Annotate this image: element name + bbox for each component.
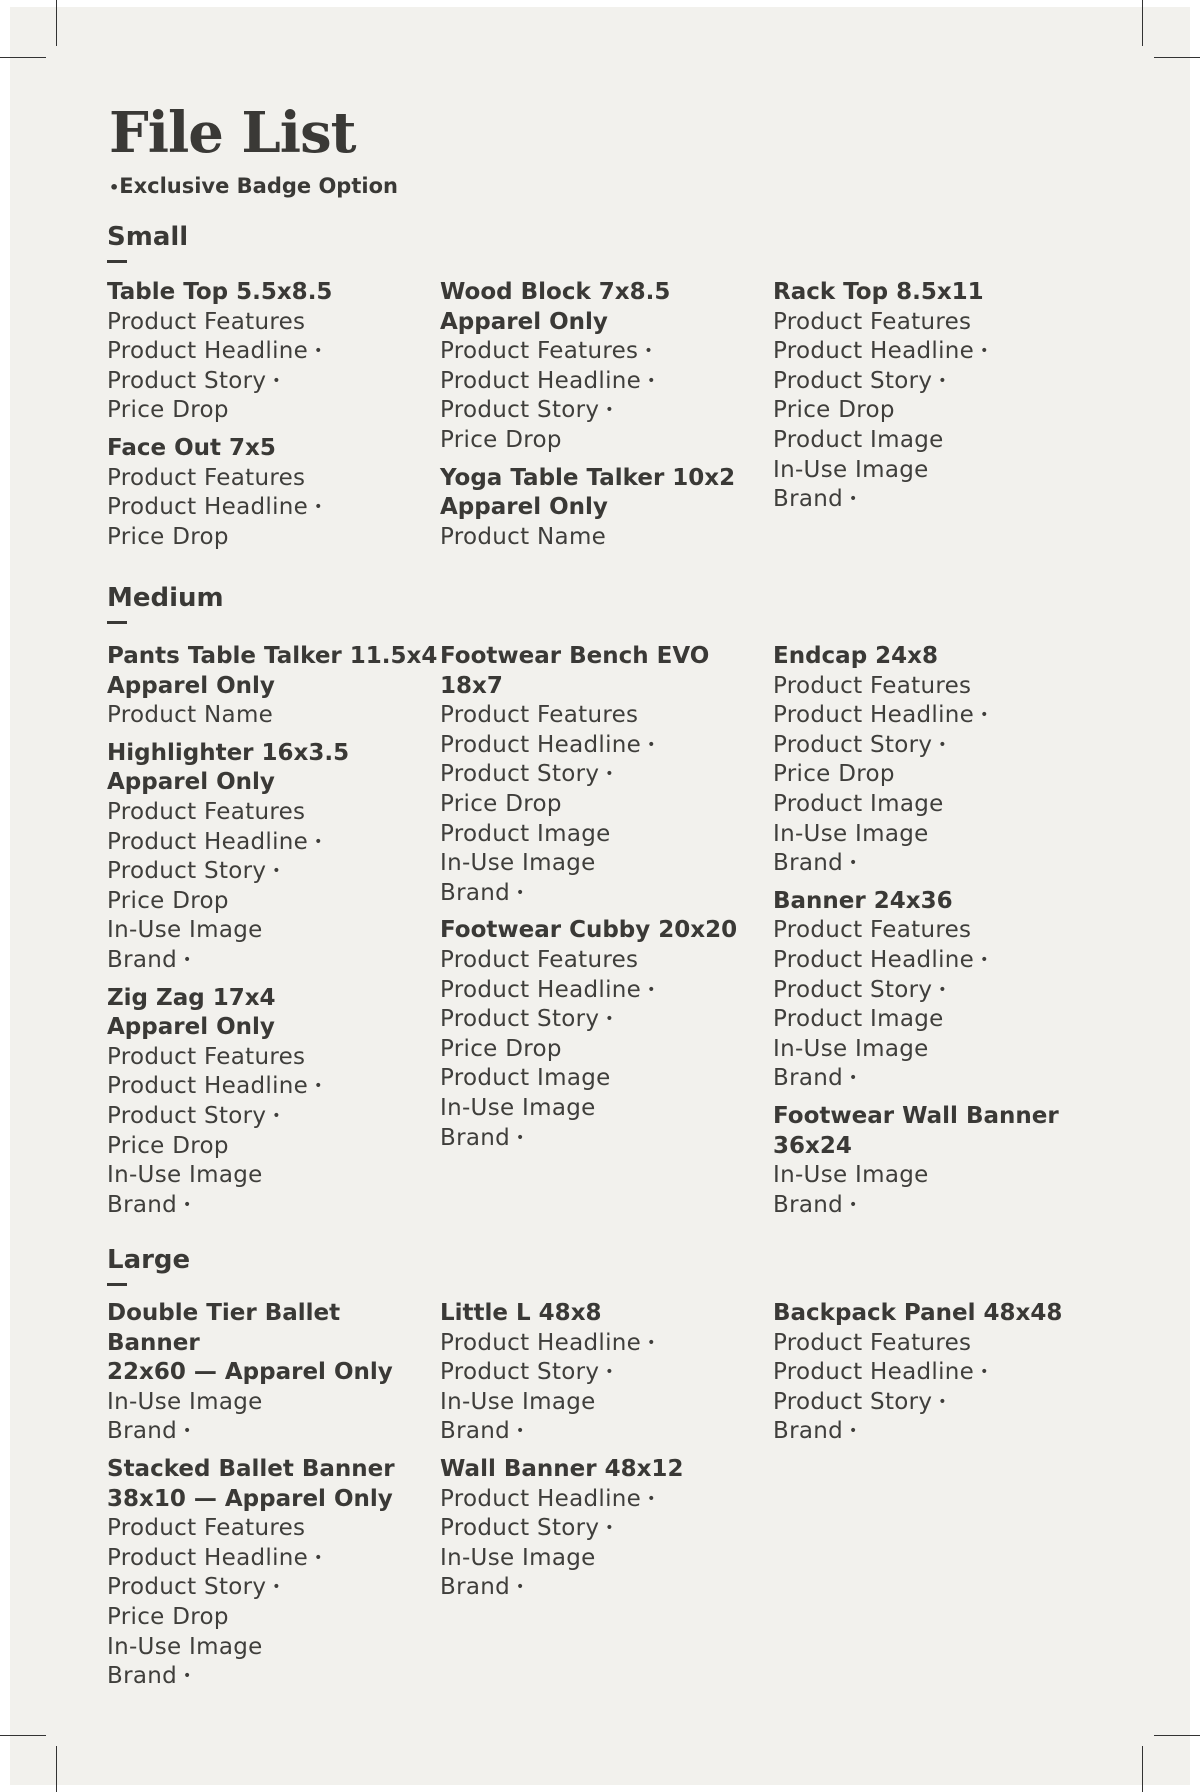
badge-legend-text: Exclusive Badge Option bbox=[119, 174, 398, 198]
group-title: Banner 24x36 bbox=[773, 887, 953, 914]
file-item-label: Product Story bbox=[773, 367, 933, 394]
file-group bbox=[440, 1455, 773, 1603]
section-small-grid bbox=[107, 278, 1107, 560]
file-column bbox=[440, 642, 773, 1228]
section-divider bbox=[107, 1283, 127, 1286]
group-title: Apparel Only bbox=[107, 672, 275, 699]
crop-mark bbox=[1142, 1746, 1143, 1792]
file-item-label: Brand bbox=[440, 1574, 511, 1601]
file-group bbox=[773, 642, 1107, 879]
section-title: Large bbox=[107, 1245, 191, 1275]
file-item bbox=[440, 1514, 773, 1544]
file-item bbox=[773, 1388, 1107, 1418]
exclusive-badge-bullet: • bbox=[314, 499, 323, 516]
file-item bbox=[440, 760, 773, 790]
file-item-label: Price Drop bbox=[440, 790, 562, 817]
section-large-grid bbox=[107, 1299, 1107, 1700]
file-item bbox=[440, 820, 773, 850]
file-item bbox=[773, 1329, 1107, 1359]
file-item-label: Price Drop bbox=[107, 1603, 229, 1630]
file-item bbox=[773, 916, 1107, 946]
file-item bbox=[773, 1358, 1107, 1388]
exclusive-badge-bullet: • bbox=[980, 1364, 989, 1381]
file-item bbox=[107, 1514, 440, 1544]
file-item bbox=[440, 367, 773, 397]
group-title: Rack Top 8.5x11 bbox=[773, 279, 984, 305]
file-item-label: Product Image bbox=[773, 426, 944, 453]
section-header-small bbox=[107, 222, 188, 263]
file-item-label: Product Story bbox=[107, 1574, 267, 1601]
file-group bbox=[440, 278, 773, 456]
file-item-label: Product Headline bbox=[440, 1485, 642, 1512]
file-item bbox=[107, 1191, 440, 1221]
file-item bbox=[440, 946, 773, 976]
exclusive-badge-bullet: • bbox=[516, 1579, 525, 1596]
group-title: Stacked Ballet Banner bbox=[107, 1455, 395, 1482]
file-item-label: Product Headline bbox=[440, 976, 642, 1003]
file-item-label: Brand bbox=[773, 486, 844, 513]
file-item bbox=[773, 1005, 1107, 1035]
file-item-label: Product Image bbox=[440, 1065, 611, 1092]
file-item bbox=[773, 976, 1107, 1006]
file-item-label: Product Story bbox=[440, 761, 600, 788]
file-item-label: In-Use Image bbox=[773, 456, 929, 483]
crop-mark bbox=[56, 0, 57, 46]
crop-mark bbox=[0, 1735, 46, 1736]
file-item-label: Brand bbox=[107, 946, 178, 973]
group-title: 36x24 bbox=[773, 1132, 852, 1159]
file-item-label: In-Use Image bbox=[773, 820, 929, 847]
file-item bbox=[440, 1064, 773, 1094]
exclusive-badge-bullet: • bbox=[647, 981, 656, 998]
file-item-label: Brand bbox=[440, 879, 511, 906]
file-item bbox=[107, 1633, 440, 1663]
file-item-label: Product Features bbox=[440, 946, 639, 973]
file-item-label: Brand bbox=[440, 1124, 511, 1151]
group-title: Wall Banner 48x12 bbox=[440, 1455, 684, 1482]
file-group bbox=[107, 278, 440, 426]
file-item bbox=[440, 701, 773, 731]
file-item bbox=[107, 1662, 440, 1692]
file-item bbox=[773, 1035, 1107, 1065]
file-item-label: In-Use Image bbox=[773, 1162, 929, 1189]
file-group bbox=[107, 984, 440, 1221]
exclusive-badge-bullet: • bbox=[272, 1107, 281, 1124]
exclusive-badge-bullet: • bbox=[980, 707, 989, 724]
file-item bbox=[440, 849, 773, 879]
page-title: File List bbox=[109, 100, 356, 166]
file-item bbox=[440, 1573, 773, 1603]
file-item-label: Price Drop bbox=[107, 1132, 229, 1159]
file-item-label: In-Use Image bbox=[107, 1633, 263, 1660]
exclusive-badge-bullet: • bbox=[314, 833, 323, 850]
file-item-label: Product Story bbox=[773, 976, 933, 1003]
file-item-label: Product Features bbox=[440, 338, 639, 365]
section-header-large bbox=[107, 1245, 190, 1286]
file-item bbox=[107, 1573, 440, 1603]
file-item-label: Product Story bbox=[440, 1515, 600, 1542]
exclusive-badge-bullet: • bbox=[849, 491, 858, 508]
file-item bbox=[107, 396, 440, 426]
group-title: Yoga Table Talker 10x2 bbox=[440, 464, 736, 491]
exclusive-badge-bullet: • bbox=[644, 343, 653, 360]
file-item bbox=[773, 701, 1107, 731]
file-item-label: Product Image bbox=[440, 820, 611, 847]
file-item bbox=[107, 523, 440, 553]
file-item-label: Brand bbox=[773, 1065, 844, 1092]
group-title: Apparel Only bbox=[107, 1014, 275, 1041]
file-column bbox=[773, 1299, 1107, 1700]
file-column bbox=[107, 278, 440, 560]
file-item bbox=[107, 493, 440, 523]
exclusive-badge-bullet: • bbox=[938, 372, 947, 389]
badge-legend bbox=[109, 174, 398, 200]
file-item-label: Product Headline bbox=[107, 1073, 309, 1100]
section-title: Small bbox=[107, 222, 189, 252]
file-item-label: Product Story bbox=[773, 731, 933, 758]
file-item-label: Product Features bbox=[773, 672, 972, 699]
file-item bbox=[107, 857, 440, 887]
crop-mark bbox=[0, 57, 46, 58]
file-item-label: Product Story bbox=[440, 1006, 600, 1033]
file-item bbox=[440, 879, 773, 909]
file-item bbox=[440, 1544, 773, 1574]
file-item bbox=[107, 367, 440, 397]
file-item bbox=[440, 1358, 773, 1388]
file-item bbox=[107, 946, 440, 976]
exclusive-badge-bullet: • bbox=[938, 1393, 947, 1410]
file-item-label: In-Use Image bbox=[440, 850, 596, 877]
file-item-label: Product Story bbox=[773, 1388, 933, 1415]
exclusive-badge-bullet: • bbox=[314, 1078, 323, 1095]
file-item bbox=[107, 1161, 440, 1191]
crop-mark bbox=[1142, 0, 1143, 46]
exclusive-badge-bullet: • bbox=[647, 372, 656, 389]
file-group bbox=[773, 887, 1107, 1094]
file-item-label: Price Drop bbox=[773, 397, 895, 424]
file-item bbox=[440, 1388, 773, 1418]
file-item-label: Product Headline bbox=[440, 731, 642, 758]
file-item bbox=[440, 1005, 773, 1035]
file-item-label: Product Name bbox=[107, 702, 274, 729]
file-item-label: In-Use Image bbox=[773, 1035, 929, 1062]
file-item-label: In-Use Image bbox=[107, 1388, 263, 1415]
group-title: Footwear Wall Banner bbox=[773, 1102, 1059, 1129]
file-group bbox=[440, 642, 773, 908]
file-group bbox=[440, 1299, 773, 1447]
exclusive-badge-bullet: • bbox=[272, 1579, 281, 1596]
file-item bbox=[440, 1094, 773, 1124]
exclusive-badge-bullet: • bbox=[183, 1423, 192, 1440]
exclusive-badge-bullet: • bbox=[605, 1011, 614, 1028]
file-item bbox=[773, 367, 1107, 397]
file-item bbox=[440, 1329, 773, 1359]
file-item-label: Product Name bbox=[440, 523, 607, 550]
group-title: Zig Zag 17x4 bbox=[107, 984, 276, 1011]
file-item bbox=[107, 1417, 440, 1447]
file-item-label: Product Image bbox=[773, 1006, 944, 1033]
exclusive-badge-bullet: • bbox=[849, 1196, 858, 1213]
file-item-label: Product Features bbox=[107, 464, 306, 491]
file-item-label: Product Story bbox=[107, 1102, 267, 1129]
group-title: Double Tier Ballet Banner bbox=[107, 1300, 341, 1356]
crop-mark bbox=[1154, 57, 1200, 58]
file-group bbox=[107, 434, 440, 552]
exclusive-badge-bullet: • bbox=[647, 1490, 656, 1507]
exclusive-badge-bullet: • bbox=[605, 1520, 614, 1537]
file-item-label: Product Headline bbox=[773, 1359, 975, 1386]
file-item-label: Product Headline bbox=[773, 702, 975, 729]
file-item bbox=[107, 798, 440, 828]
exclusive-badge-bullet: • bbox=[605, 766, 614, 783]
file-group bbox=[773, 1102, 1107, 1220]
file-item bbox=[773, 946, 1107, 976]
file-item-label: In-Use Image bbox=[107, 1162, 263, 1189]
file-item-label: Brand bbox=[440, 1418, 511, 1445]
group-title: Endcap 24x8 bbox=[773, 643, 939, 669]
file-group bbox=[107, 1455, 440, 1692]
file-item-label: Brand bbox=[107, 1663, 178, 1690]
file-item-label: Product Features bbox=[107, 1515, 306, 1542]
exclusive-badge-bullet: • bbox=[849, 855, 858, 872]
file-item bbox=[440, 1124, 773, 1154]
file-item-label: Price Drop bbox=[440, 1035, 562, 1062]
group-title: Face Out 7x5 bbox=[107, 434, 276, 461]
file-item bbox=[107, 1043, 440, 1073]
file-item bbox=[773, 760, 1107, 790]
file-item-label: Product Features bbox=[440, 702, 639, 729]
file-item bbox=[773, 1191, 1107, 1221]
section-title: Medium bbox=[107, 583, 224, 613]
group-title: Little L 48x8 bbox=[440, 1300, 602, 1326]
file-item-label: Price Drop bbox=[773, 761, 895, 788]
group-title: Footwear Bench EVO 18x7 bbox=[440, 643, 710, 699]
file-item-label: Product Story bbox=[440, 1359, 600, 1386]
file-item bbox=[773, 485, 1107, 515]
file-item-label: Product Headline bbox=[440, 367, 642, 394]
file-item bbox=[107, 1603, 440, 1633]
section-medium-grid bbox=[107, 642, 1107, 1228]
file-item-label: Brand bbox=[773, 850, 844, 877]
file-item-label: Product Features bbox=[107, 308, 306, 335]
file-item bbox=[773, 1064, 1107, 1094]
file-item bbox=[440, 337, 773, 367]
file-item-label: Product Headline bbox=[773, 946, 975, 973]
file-item bbox=[107, 1544, 440, 1574]
group-title: Apparel Only bbox=[440, 308, 608, 335]
file-item-label: Product Headline bbox=[107, 1544, 309, 1571]
crop-mark bbox=[56, 1746, 57, 1792]
file-item bbox=[773, 1417, 1107, 1447]
file-column bbox=[107, 1299, 440, 1700]
file-item-label: Product Headline bbox=[773, 338, 975, 365]
file-item bbox=[773, 1161, 1107, 1191]
file-group bbox=[773, 278, 1107, 515]
file-item-label: In-Use Image bbox=[440, 1544, 596, 1571]
file-item bbox=[773, 731, 1107, 761]
file-item bbox=[773, 672, 1107, 702]
group-title: Footwear Cubby 20x20 bbox=[440, 917, 738, 944]
file-item-label: Product Features bbox=[773, 917, 972, 944]
file-item bbox=[107, 828, 440, 858]
file-item bbox=[107, 1072, 440, 1102]
file-group bbox=[107, 739, 440, 976]
file-item bbox=[440, 1485, 773, 1515]
file-item bbox=[107, 916, 440, 946]
exclusive-badge-bullet: • bbox=[272, 372, 281, 389]
section-header-medium bbox=[107, 583, 224, 624]
exclusive-badge-bullet: • bbox=[980, 343, 989, 360]
file-item-label: Product Headline bbox=[440, 1329, 642, 1356]
file-item bbox=[107, 1102, 440, 1132]
exclusive-badge-bullet: • bbox=[980, 951, 989, 968]
group-title: 38x10 — Apparel Only bbox=[107, 1485, 393, 1512]
file-item-label: Product Features bbox=[773, 308, 972, 335]
file-item bbox=[773, 790, 1107, 820]
file-item-label: Product Headline bbox=[107, 338, 309, 365]
badge-bullet: • bbox=[109, 178, 120, 197]
file-item bbox=[440, 731, 773, 761]
file-item bbox=[107, 701, 440, 731]
file-item bbox=[773, 426, 1107, 456]
exclusive-badge-bullet: • bbox=[849, 1070, 858, 1087]
file-group bbox=[440, 916, 773, 1153]
file-item-label: Product Features bbox=[773, 1329, 972, 1356]
file-item-label: Product Features bbox=[107, 798, 306, 825]
file-item-label: Brand bbox=[107, 1418, 178, 1445]
file-item bbox=[440, 426, 773, 456]
exclusive-badge-bullet: • bbox=[516, 884, 525, 901]
exclusive-badge-bullet: • bbox=[516, 1423, 525, 1440]
group-title: 22x60 — Apparel Only bbox=[107, 1359, 393, 1386]
file-item bbox=[107, 1132, 440, 1162]
section-divider bbox=[107, 621, 127, 624]
group-title: Highlighter 16x3.5 bbox=[107, 739, 350, 766]
file-item bbox=[440, 976, 773, 1006]
file-group bbox=[440, 464, 773, 553]
file-item-label: Price Drop bbox=[107, 523, 229, 550]
file-item-label: In-Use Image bbox=[107, 917, 263, 944]
exclusive-badge-bullet: • bbox=[183, 1196, 192, 1213]
file-item-label: Price Drop bbox=[107, 397, 229, 424]
file-item bbox=[107, 308, 440, 338]
file-item bbox=[773, 849, 1107, 879]
file-item-label: Brand bbox=[773, 1191, 844, 1218]
exclusive-badge-bullet: • bbox=[605, 402, 614, 419]
group-title: Apparel Only bbox=[440, 494, 608, 521]
file-group bbox=[107, 642, 440, 731]
file-item bbox=[440, 396, 773, 426]
exclusive-badge-bullet: • bbox=[314, 1549, 323, 1566]
file-item bbox=[440, 1035, 773, 1065]
group-title: Table Top 5.5x8.5 bbox=[107, 279, 333, 305]
file-item-label: In-Use Image bbox=[440, 1094, 596, 1121]
file-item bbox=[107, 337, 440, 367]
exclusive-badge-bullet: • bbox=[516, 1129, 525, 1146]
file-column bbox=[773, 642, 1107, 1228]
exclusive-badge-bullet: • bbox=[938, 981, 947, 998]
file-item bbox=[773, 456, 1107, 486]
file-item-label: Product Story bbox=[107, 858, 267, 885]
file-column bbox=[440, 1299, 773, 1700]
file-item bbox=[773, 396, 1107, 426]
group-title: Backpack Panel 48x48 bbox=[773, 1300, 1063, 1326]
file-item bbox=[107, 1388, 440, 1418]
exclusive-badge-bullet: • bbox=[647, 736, 656, 753]
file-item-label: Brand bbox=[773, 1418, 844, 1445]
file-column bbox=[440, 278, 773, 560]
file-group bbox=[773, 1299, 1107, 1447]
file-item-label: Brand bbox=[107, 1191, 178, 1218]
file-item bbox=[773, 820, 1107, 850]
group-title: Apparel Only bbox=[107, 769, 275, 796]
file-item-label: Price Drop bbox=[440, 426, 562, 453]
file-column bbox=[773, 278, 1107, 560]
exclusive-badge-bullet: • bbox=[647, 1334, 656, 1351]
exclusive-badge-bullet: • bbox=[938, 736, 947, 753]
file-item-label: In-Use Image bbox=[440, 1388, 596, 1415]
file-group bbox=[107, 1299, 440, 1447]
exclusive-badge-bullet: • bbox=[183, 951, 192, 968]
exclusive-badge-bullet: • bbox=[272, 863, 281, 880]
exclusive-badge-bullet: • bbox=[183, 1668, 192, 1685]
file-item bbox=[773, 337, 1107, 367]
group-title: Wood Block 7x8.5 bbox=[440, 279, 671, 305]
file-item bbox=[440, 790, 773, 820]
file-item-label: Product Story bbox=[107, 367, 267, 394]
file-item-label: Product Image bbox=[773, 790, 944, 817]
file-column bbox=[107, 642, 440, 1228]
exclusive-badge-bullet: • bbox=[314, 343, 323, 360]
section-divider bbox=[107, 260, 127, 263]
exclusive-badge-bullet: • bbox=[605, 1364, 614, 1381]
file-item bbox=[773, 308, 1107, 338]
file-item-label: Price Drop bbox=[107, 887, 229, 914]
crop-mark bbox=[1154, 1735, 1200, 1736]
exclusive-badge-bullet: • bbox=[849, 1423, 858, 1440]
file-item bbox=[440, 523, 773, 553]
file-item-label: Product Headline bbox=[107, 828, 309, 855]
file-item bbox=[107, 464, 440, 494]
file-item-label: Product Headline bbox=[107, 494, 309, 521]
file-item bbox=[107, 887, 440, 917]
file-item bbox=[440, 1417, 773, 1447]
file-item-label: Product Story bbox=[440, 397, 600, 424]
file-item-label: Product Features bbox=[107, 1043, 306, 1070]
group-title: Pants Table Talker 11.5x4 bbox=[107, 643, 438, 669]
